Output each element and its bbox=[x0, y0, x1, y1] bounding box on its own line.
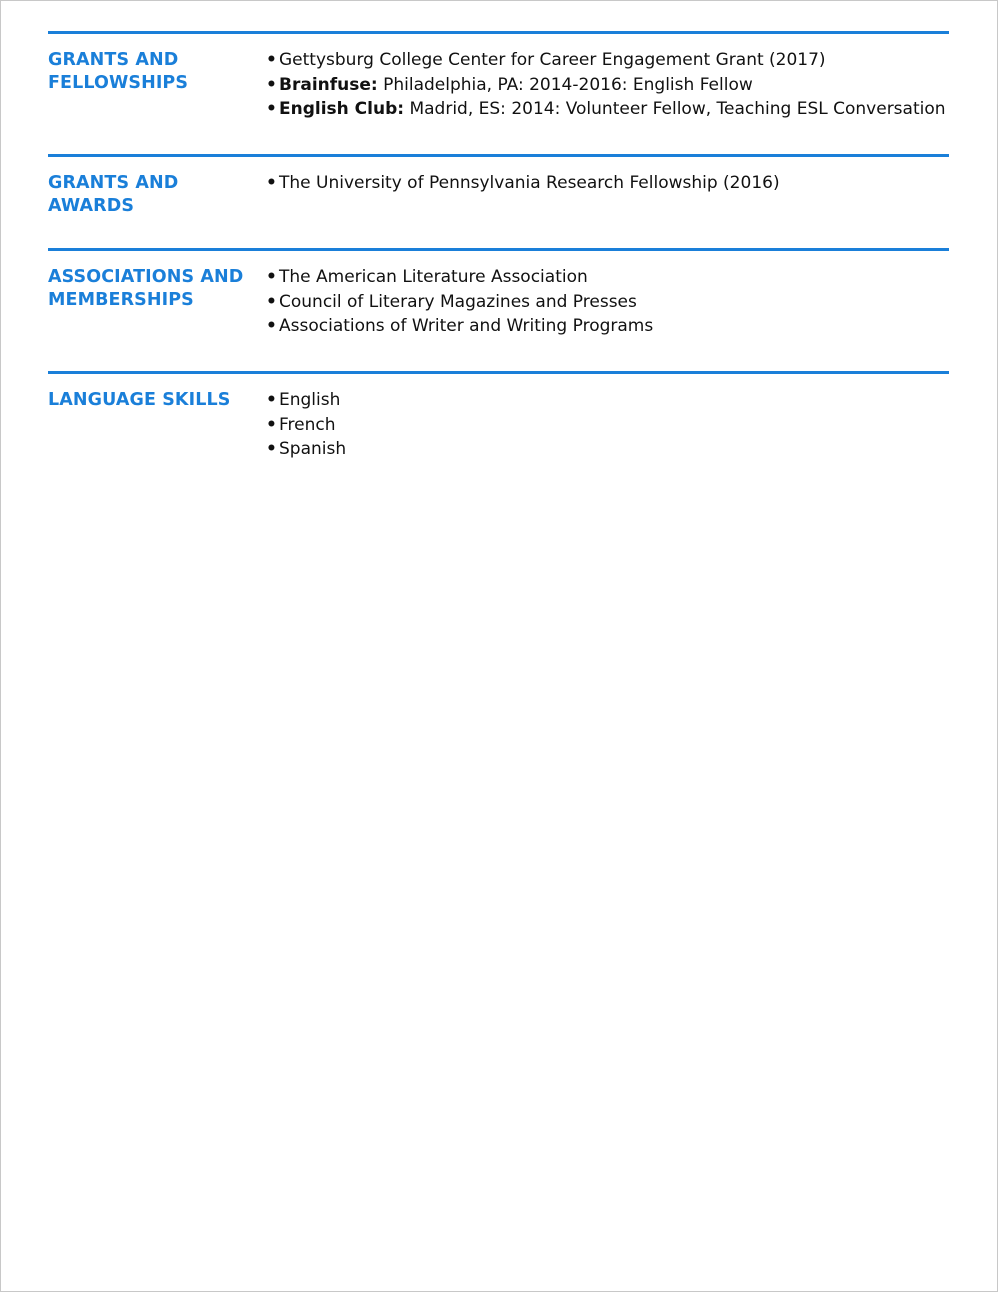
bullet-icon: • bbox=[266, 439, 277, 459]
item-list bbox=[266, 388, 346, 462]
list-item bbox=[266, 73, 946, 98]
item-text: Philadelphia, PA: 2014-2016: English Fellow bbox=[377, 74, 753, 95]
item-label: Brainfuse: bbox=[279, 74, 378, 95]
section-language-skills bbox=[48, 371, 949, 494]
bullet-icon: • bbox=[266, 390, 277, 410]
item-text: Gettysburg College Center for Career Engagement Grant (2017) bbox=[279, 50, 826, 70]
bullet-icon: • bbox=[266, 316, 277, 336]
section-associations-memberships bbox=[48, 248, 949, 374]
bullet-icon: • bbox=[266, 74, 277, 95]
item-list bbox=[266, 265, 653, 339]
item-text: The American Literature Association bbox=[279, 267, 588, 287]
bullet-icon: • bbox=[266, 291, 277, 312]
item-text: French bbox=[279, 414, 336, 435]
bullet-icon: • bbox=[266, 414, 277, 435]
list-item bbox=[266, 171, 780, 196]
bullet-icon: • bbox=[266, 50, 277, 70]
list-item bbox=[266, 437, 346, 462]
item-text: English bbox=[279, 390, 341, 410]
section-title: ASSOCIATIONS AND MEMBERSHIPS bbox=[48, 267, 244, 310]
item-text: Madrid, ES: 2014: Volunteer Fellow, Teaching ESL Conversation bbox=[404, 99, 946, 119]
list-item bbox=[266, 97, 946, 122]
item-list bbox=[266, 48, 946, 122]
item-label: English Club: bbox=[279, 99, 405, 119]
list-item bbox=[266, 48, 946, 73]
section-title: GRANTS AND AWARDS bbox=[48, 173, 179, 216]
item-text: Associations of Writer and Writing Programs bbox=[279, 316, 654, 336]
section-grants-fellowships bbox=[48, 31, 949, 157]
item-text: Council of Literary Magazines and Presses bbox=[279, 291, 637, 312]
bullet-icon: • bbox=[266, 173, 277, 193]
bullet-icon: • bbox=[266, 99, 277, 119]
section-grants-awards bbox=[48, 154, 949, 251]
list-item bbox=[266, 314, 653, 339]
item-text: Spanish bbox=[279, 439, 347, 459]
list-item bbox=[266, 290, 653, 315]
list-item bbox=[266, 413, 346, 438]
section-title: GRANTS AND FELLOWSHIPS bbox=[48, 50, 189, 93]
list-item bbox=[266, 265, 653, 290]
item-list bbox=[266, 171, 780, 196]
item-text: The University of Pennsylvania Research Fellowship (2016) bbox=[279, 173, 780, 193]
bullet-icon: • bbox=[266, 267, 277, 287]
section-title: LANGUAGE SKILLS bbox=[48, 390, 231, 410]
list-item bbox=[266, 388, 346, 413]
